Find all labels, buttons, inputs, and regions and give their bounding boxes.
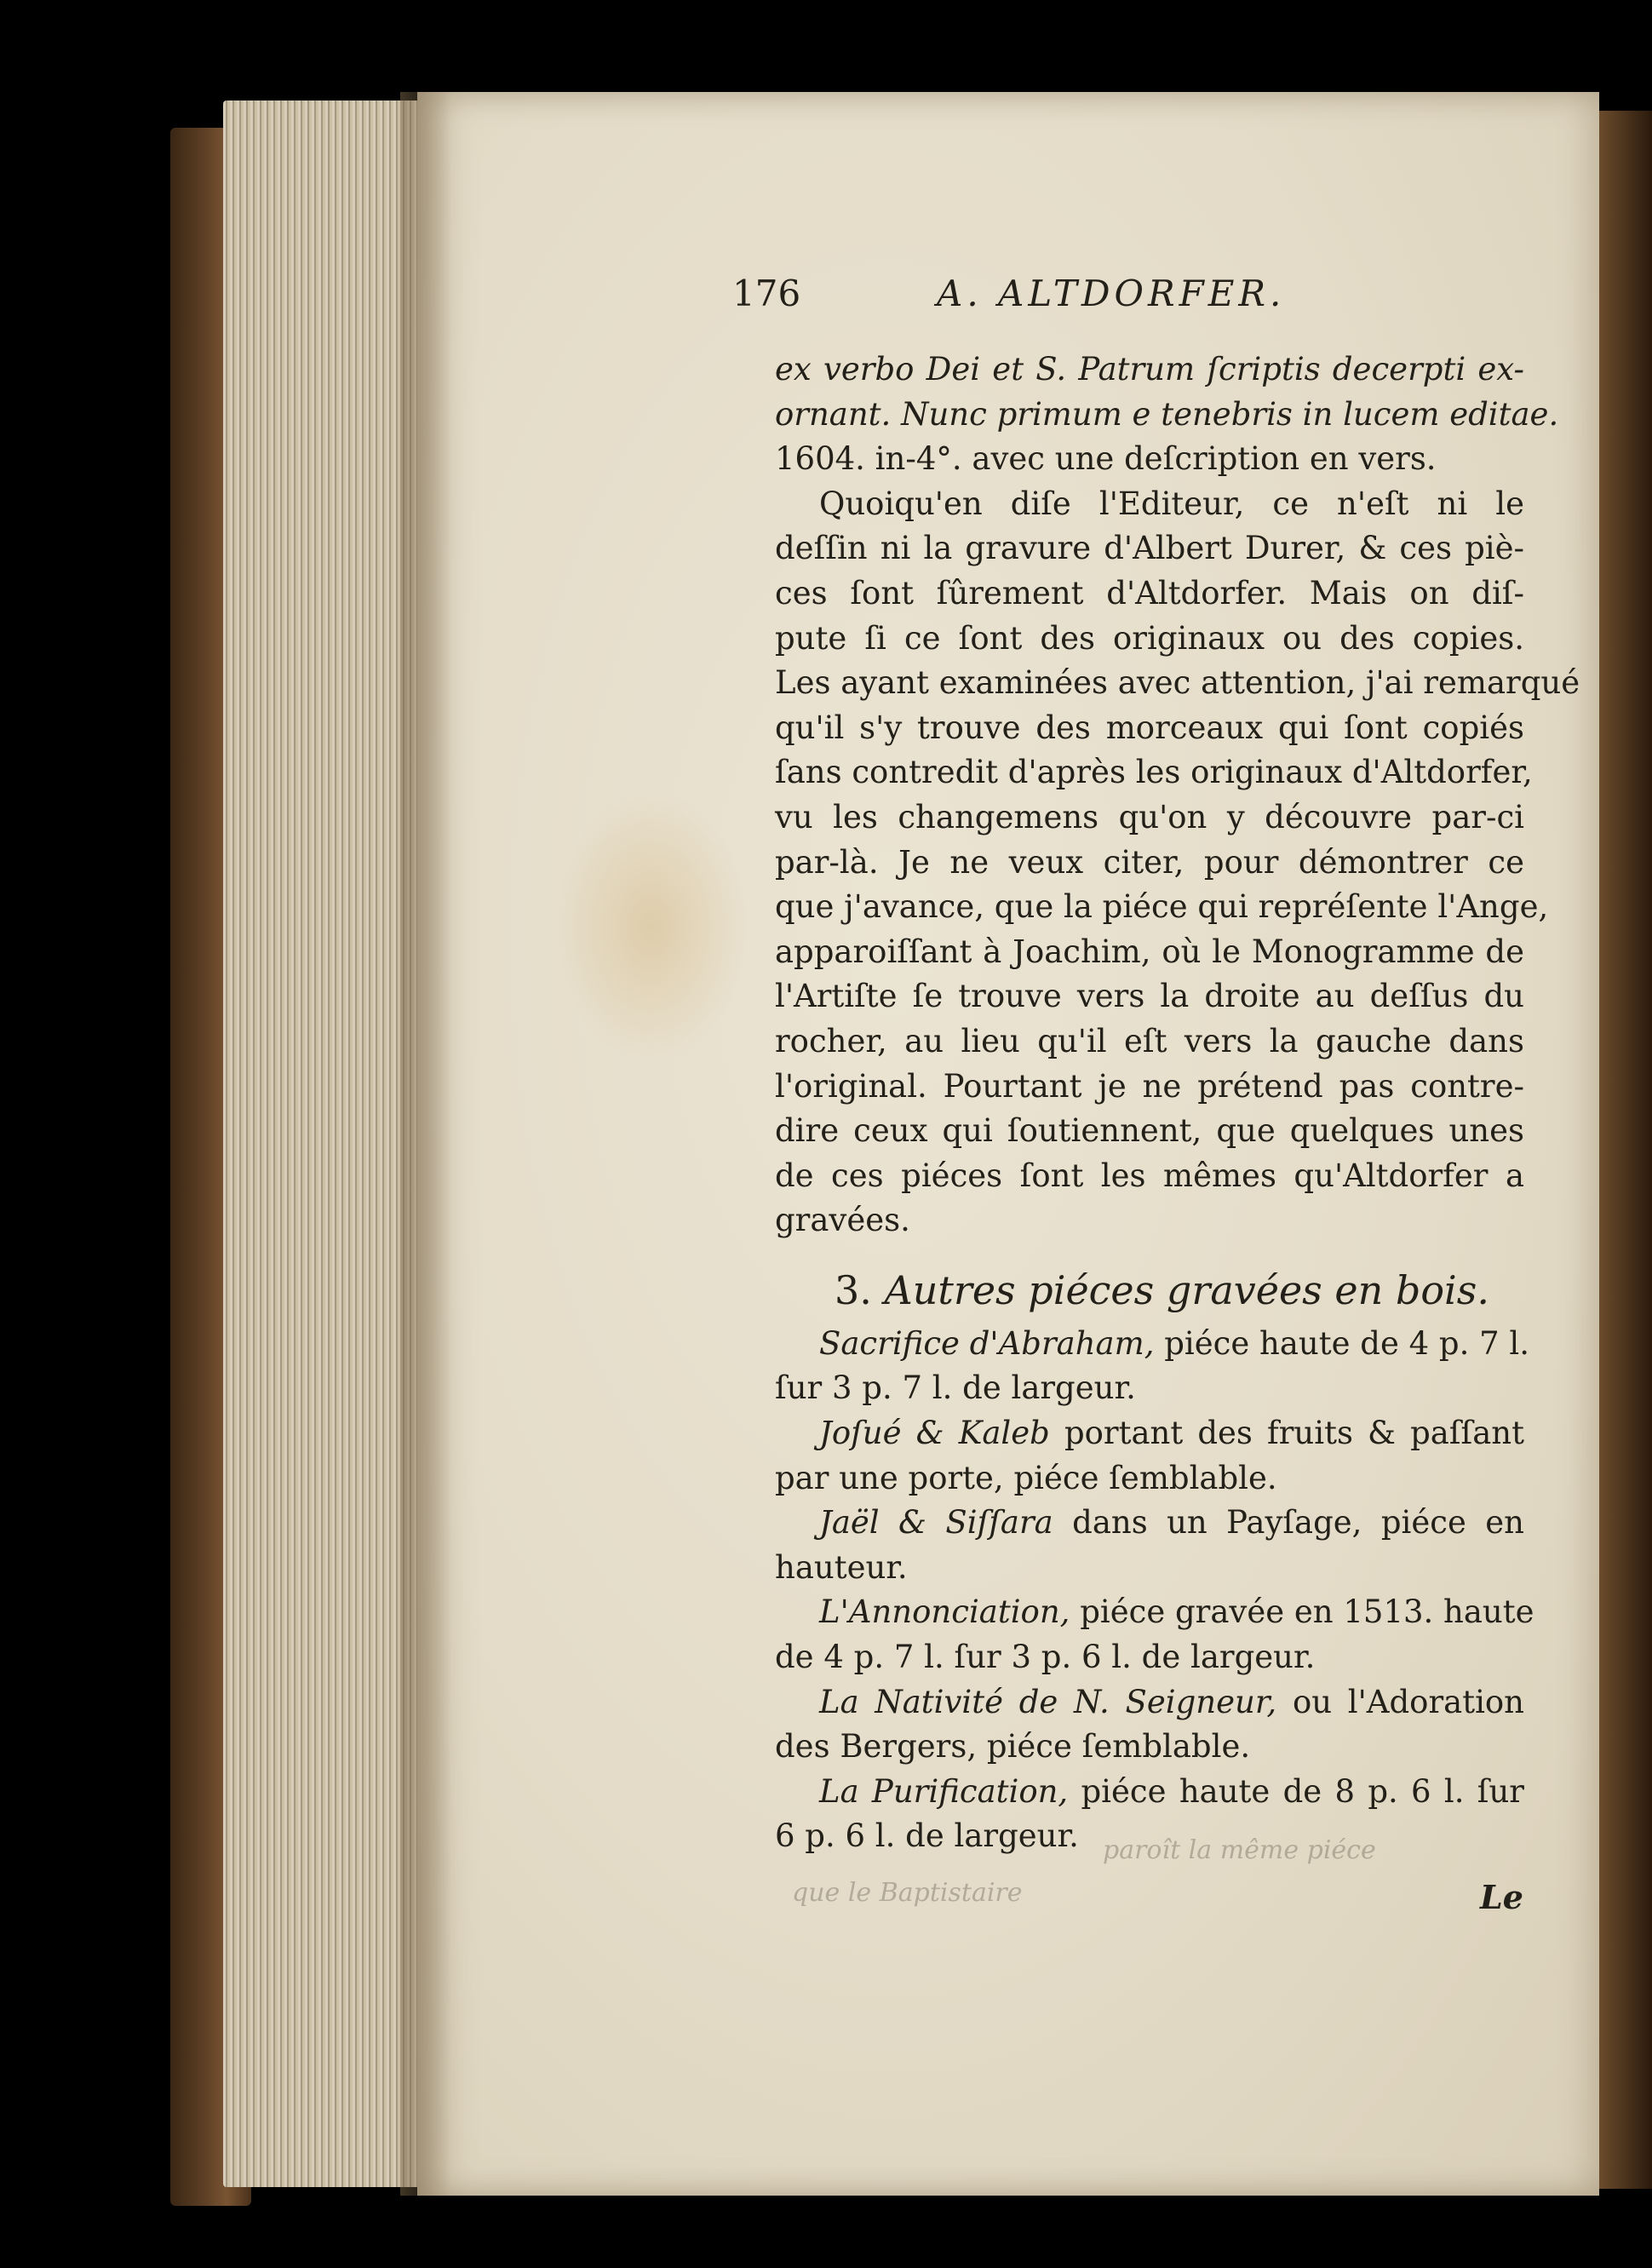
text-line: ex verbo Dei et S. Patrum ſcriptis decerpti ex- <box>775 351 1524 388</box>
text-line: apparoiſſant à Joachim, où le Monogramme de <box>775 933 1524 970</box>
entry-line <box>775 1590 1534 1635</box>
text-line: Quoiqu'en diſe l'Editeur, ce n'eſt ni le <box>819 485 1524 522</box>
entry-line: des Bergers, piéce ſemblable. <box>775 1728 1251 1766</box>
text-line: Les ayant examinées avec attention, j'ai remarqué <box>775 664 1580 702</box>
entry-line: ſur 3 p. 7 l. de largeur. <box>775 1369 1136 1407</box>
entry-title: Joſué & Kaleb <box>819 1415 1050 1452</box>
entry-line: hauteur. <box>775 1548 908 1586</box>
section-heading <box>775 1262 1524 1318</box>
text-line: ces ſont ſûrement d'Altdorfer. Mais on diſ- <box>775 574 1524 611</box>
entry-line <box>775 1411 1524 1456</box>
text-line: dire ceux qui ſoutiennent, que quelques unes <box>775 1112 1524 1150</box>
page-text <box>732 273 1580 1859</box>
text-line: vu les changemens qu'on y découvre par-ci <box>775 798 1524 835</box>
entry-text: ou l'Adoration <box>1292 1683 1525 1720</box>
entry-line <box>775 1501 1524 1546</box>
entry-list <box>775 1322 1534 1859</box>
text-line: que j'avance, que la piéce qui repréſente l'Ange, <box>775 888 1549 926</box>
entry-line: 6 p. 6 l. de largeur. <box>775 1817 1079 1855</box>
handwritten-note-line: paroît la même piéce <box>1103 1835 1376 1865</box>
entry-text: piéce haute de 8 p. 6 l. ſur <box>1081 1772 1524 1810</box>
page-number: 176 <box>732 273 801 314</box>
entry-text: piéce haute de 4 p. 7 l. <box>1164 1324 1530 1362</box>
text-line: qu'il s'y trouve des morceaux qui ſont copiés <box>775 709 1524 746</box>
entry-text: dans un Payſage, piéce en <box>1072 1504 1524 1542</box>
entry-title: Sacrifice d'Abraham, <box>819 1324 1155 1362</box>
entry-text: portant des fruits & paſſant <box>1064 1415 1524 1452</box>
entry-title: L'Annonciation, <box>819 1593 1070 1631</box>
text-line: ornant. Nunc primum e tenebris in lucem editae. <box>775 395 1559 433</box>
page-edges <box>223 100 419 2187</box>
section-title: Autres piéces gravées en bois. <box>884 1266 1489 1313</box>
running-title: A. ALTDORFER. <box>937 273 1286 314</box>
entry-title: La Nativité de N. Seigneur, <box>819 1683 1277 1720</box>
entry-line <box>775 1322 1530 1367</box>
catchword: Le <box>1480 1878 1523 1916</box>
text-line: pute ſi ce ſont des originaux ou des copies. <box>775 619 1524 657</box>
text-line: par-là. Je ne veux citer, pour démontrer ce <box>775 843 1524 881</box>
text-line: 1604. in-4°. avec une deſcription en vers. <box>775 440 1437 478</box>
entry-title: La Purification, <box>819 1772 1069 1810</box>
gutter-shadow <box>400 92 451 2196</box>
text-line: l'Artiſte ſe trouve vers la droite au deſſus du <box>775 978 1524 1015</box>
text-line: ſans contredit d'après les originaux d'Altdorfer, <box>775 754 1533 791</box>
handwritten-note-line: que le Baptistaire <box>792 1878 1023 1908</box>
paper-stain <box>554 790 749 1063</box>
text-line: de ces piéces ſont les mêmes qu'Altdorfer a <box>775 1157 1524 1194</box>
entry-title: Jaël & Siſſara <box>819 1504 1053 1542</box>
facing-page-edge <box>1599 111 1652 2189</box>
entry-line <box>775 1680 1524 1725</box>
entry-line: de 4 p. 7 l. ſur 3 p. 6 l. de largeur. <box>775 1639 1316 1676</box>
text-line: l'original. Pourtant je ne prétend pas contre- <box>775 1067 1524 1105</box>
entry-line: par une porte, piéce ſemblable. <box>775 1459 1277 1496</box>
text-line: gravées. <box>775 1202 910 1239</box>
text-line: rocher, au lieu qu'il eſt vers la gauche dans <box>775 1022 1524 1059</box>
body-text <box>775 347 1580 1243</box>
entry-line <box>775 1770 1524 1815</box>
text-line: deſſin ni la gravure d'Albert Durer, & ces piè- <box>775 530 1524 567</box>
page-header <box>732 273 1524 324</box>
entry-text: piéce gravée en 1513. haute <box>1080 1593 1534 1631</box>
section-number: 3. <box>835 1266 872 1313</box>
